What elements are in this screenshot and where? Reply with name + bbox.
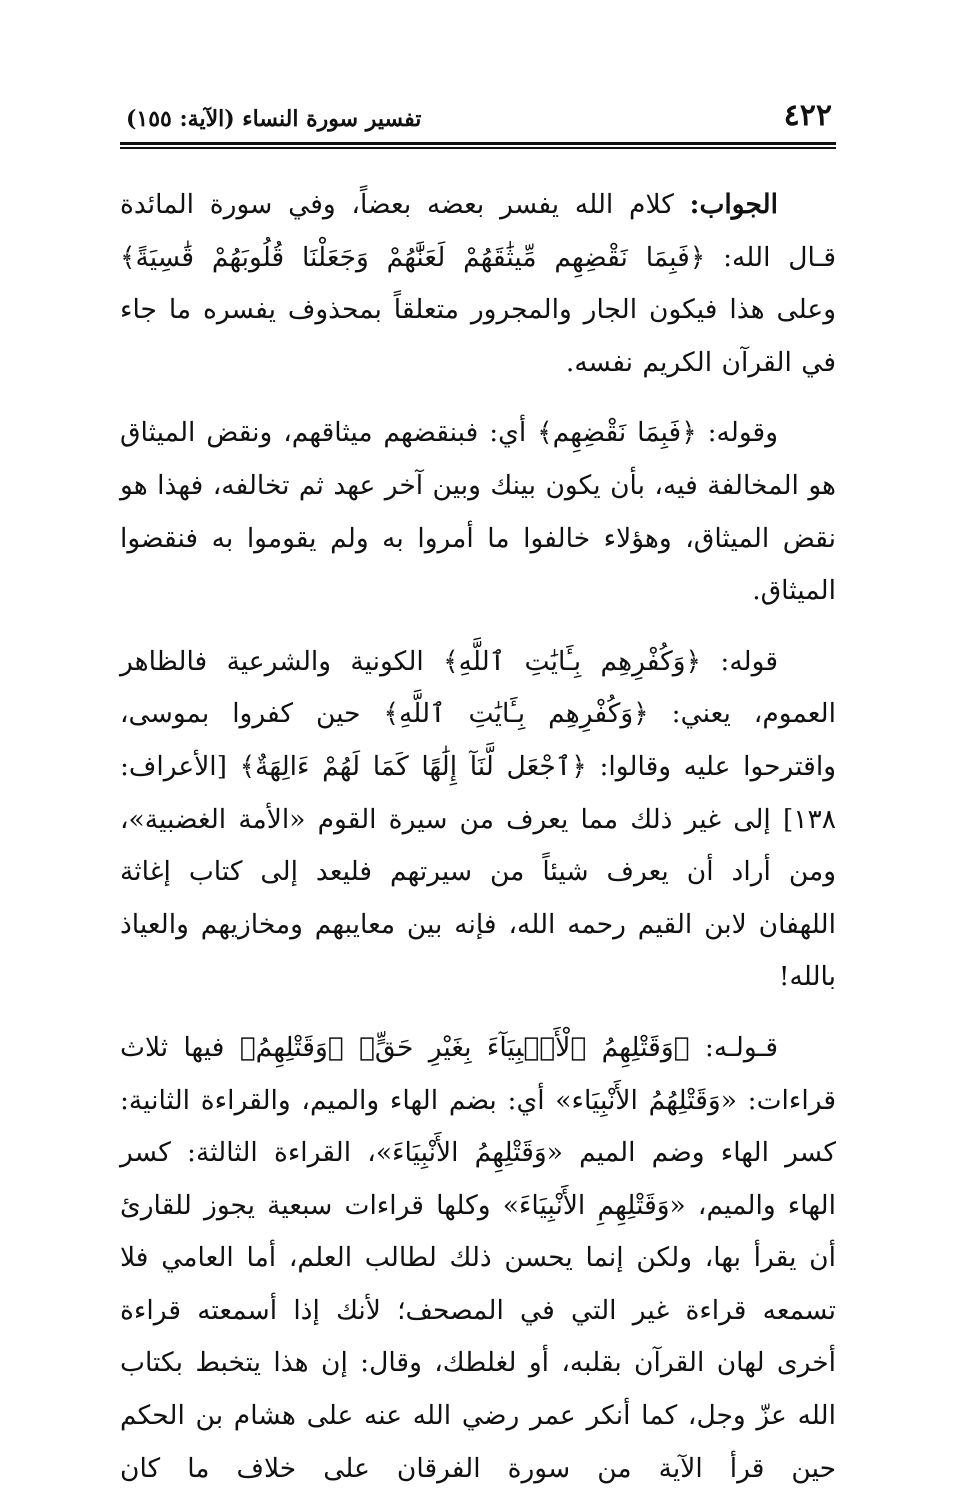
paragraph-text: قوله: ﴿وَكُفْرِهِم بِـَٔايَٰتِ ٱللَّهِ﴾ الكونية والشرعية فالظاهر العموم، يعني: ﴿وَكُفْرِهِم بِـَٔايَٰتِ ٱللَّهِ﴾ حين كفروا بموسى، واقترحوا عليه وقالوا: ﴿ٱجْعَل لَّنَآ إِلَٰهًا كَمَا لَهُمْ ءَالِهَةٌ﴾ [الأعراف: ١٣٨] إلى غير ذلك مما يعرف من سيرة القوم «الأمة الغضبية»، ومن أراد أن يعرف شيئاً من سيرتهم فليعد إلى كتاب إغاثة اللهفان لابن القيم رحمه الله، فإنه بين معايبهم ومخازيهم والعياذ بالله! [120,645,836,993]
body-text [120,179,836,1495]
paragraph-text: وقوله: ﴿فَبِمَا نَقْضِهِم﴾ أي: فبنقضهم ميثاقهم، ونقض الميثاق هو المخالفة فيه، بأن يكون بينك وبين آخر عهد ثم تخالفه، فهذا هو نقض الميثاق، وهؤلاء خالفوا ما أمروا به ولم يقوموا به فنقضوا الميثاق. [120,417,836,607]
paragraph-answer [120,179,836,389]
running-header [120,96,836,145]
paragraph-killing-prophets [120,1022,836,1495]
paragraph-text: كلام الله يفسر بعضه بعضاً، وفي سورة المائدة قـال الله: ﴿فَبِمَا نَقْضِهِم مِّيثَٰقَهُمْ لَعَنَّٰهُمْ وَجَعَلْنَا قُلُوبَهُمْ قَٰسِيَةً﴾ وعلى هذا فيكون الجار والمجرور متعلقاً بمحذوف يفسره ما جاء في القرآن الكريم نفسه. [120,189,836,378]
paragraph-disbelief-in-signs [120,636,836,1004]
book-page [120,96,836,1484]
page-number: ٤٢٢ [783,98,832,133]
paragraph-lead-word: الجواب: [689,189,778,220]
paragraph-text: قـولـه: ﴿وَقَتْلِهِمُ ٱلْأَنۢبِيَآءَ بِغَيْرِ حَقٍّ﴾ ﴿وَقَتْلِهِمُ﴾ فيها ثلاث قراءات: «وَقَتْلِهُمُ الأَنْبِيَاء» أي: بضم الهاء والميم، والقراءة الثانية: كسر الهاء وضم الميم «وَقَتْلِهِمُ الأَنْبِيَاءَ»، القراءة الثالثة: كسر الهاء والميم، «وَقَتْلِهِمِ الأَنْبِيَاءَ» وكلها قراءات سبعية يجوز للقارئ أن يقرأ بها، ولكن إنما يحسن ذلك لطالب العلم، أما العامي فلا تسمعه قراءة غير التي في المصحف؛ لأنك إذا أسمعته قراءة أخرى لهان القرآن بقلبه، أو لغلطك، وقال: إن هذا يتخبط بكتاب الله عزّ وجل، كما أنكر عمر رضي الله عنه على هشام بن الحكم حين قرأ الآية من سورة الفرقان على خلاف ما كان [120,1031,836,1484]
header-title: تفسير سورة النساء (الآية: ١٥٥) [126,106,422,132]
paragraph-breaking-covenant [120,407,836,617]
